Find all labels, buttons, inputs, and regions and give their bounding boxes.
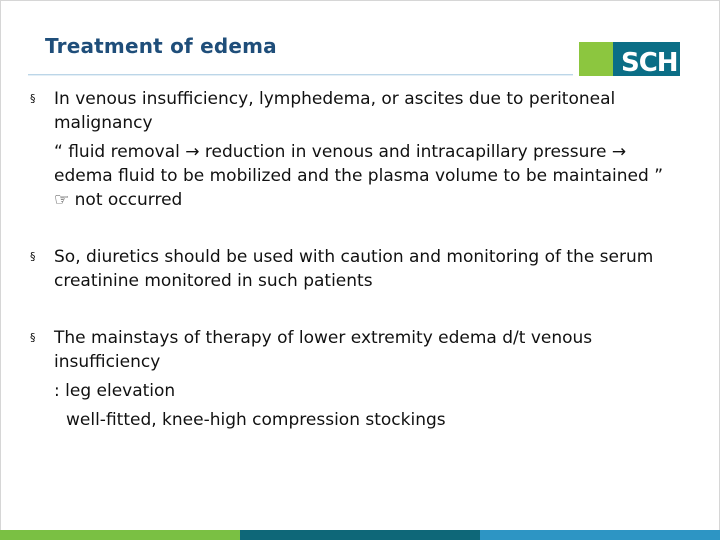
footer-bar-blue bbox=[480, 530, 720, 540]
logo-green-block bbox=[579, 42, 613, 76]
footer-bar-green bbox=[0, 530, 240, 540]
sch-logo bbox=[579, 42, 680, 76]
slide-title: Treatment of edema bbox=[45, 34, 277, 58]
bullet-line: malignancy bbox=[54, 113, 153, 133]
logo-text: SCH bbox=[621, 48, 678, 78]
bullet-line: The mainstays of therapy of lower extremity edema d/t venous bbox=[54, 328, 593, 348]
bullet-marker: § bbox=[30, 250, 36, 263]
bullet-line: insufficiency bbox=[54, 352, 161, 372]
bullet-marker: § bbox=[30, 331, 36, 344]
bullet-line: edema fluid to be mobilized and the plasma volume to be maintained ” bbox=[54, 166, 663, 186]
bullet-item bbox=[30, 87, 690, 212]
bullet-marker: § bbox=[30, 92, 36, 105]
bullet-line: creatinine monitored in such patients bbox=[54, 271, 373, 291]
title-divider bbox=[28, 74, 573, 76]
bullet-line: well-fitted, knee-high compression stockings bbox=[66, 410, 446, 430]
bullet-line: In venous insufficiency, lymphedema, or ascites due to peritoneal bbox=[54, 89, 616, 109]
bullet-line: ☞ not occurred bbox=[54, 190, 183, 210]
bullet-item bbox=[30, 326, 592, 432]
bullet-line: : leg elevation bbox=[54, 381, 176, 401]
bullet-item bbox=[30, 245, 653, 293]
bullet-line: “ fluid removal → reduction in venous and intracapillary pressure → bbox=[54, 142, 627, 162]
footer-bar-teal bbox=[240, 530, 480, 540]
footer-color-bar bbox=[0, 530, 720, 540]
slide-body bbox=[30, 87, 690, 430]
bullet-line: So, diuretics should be used with caution and monitoring of the serum bbox=[54, 247, 654, 267]
